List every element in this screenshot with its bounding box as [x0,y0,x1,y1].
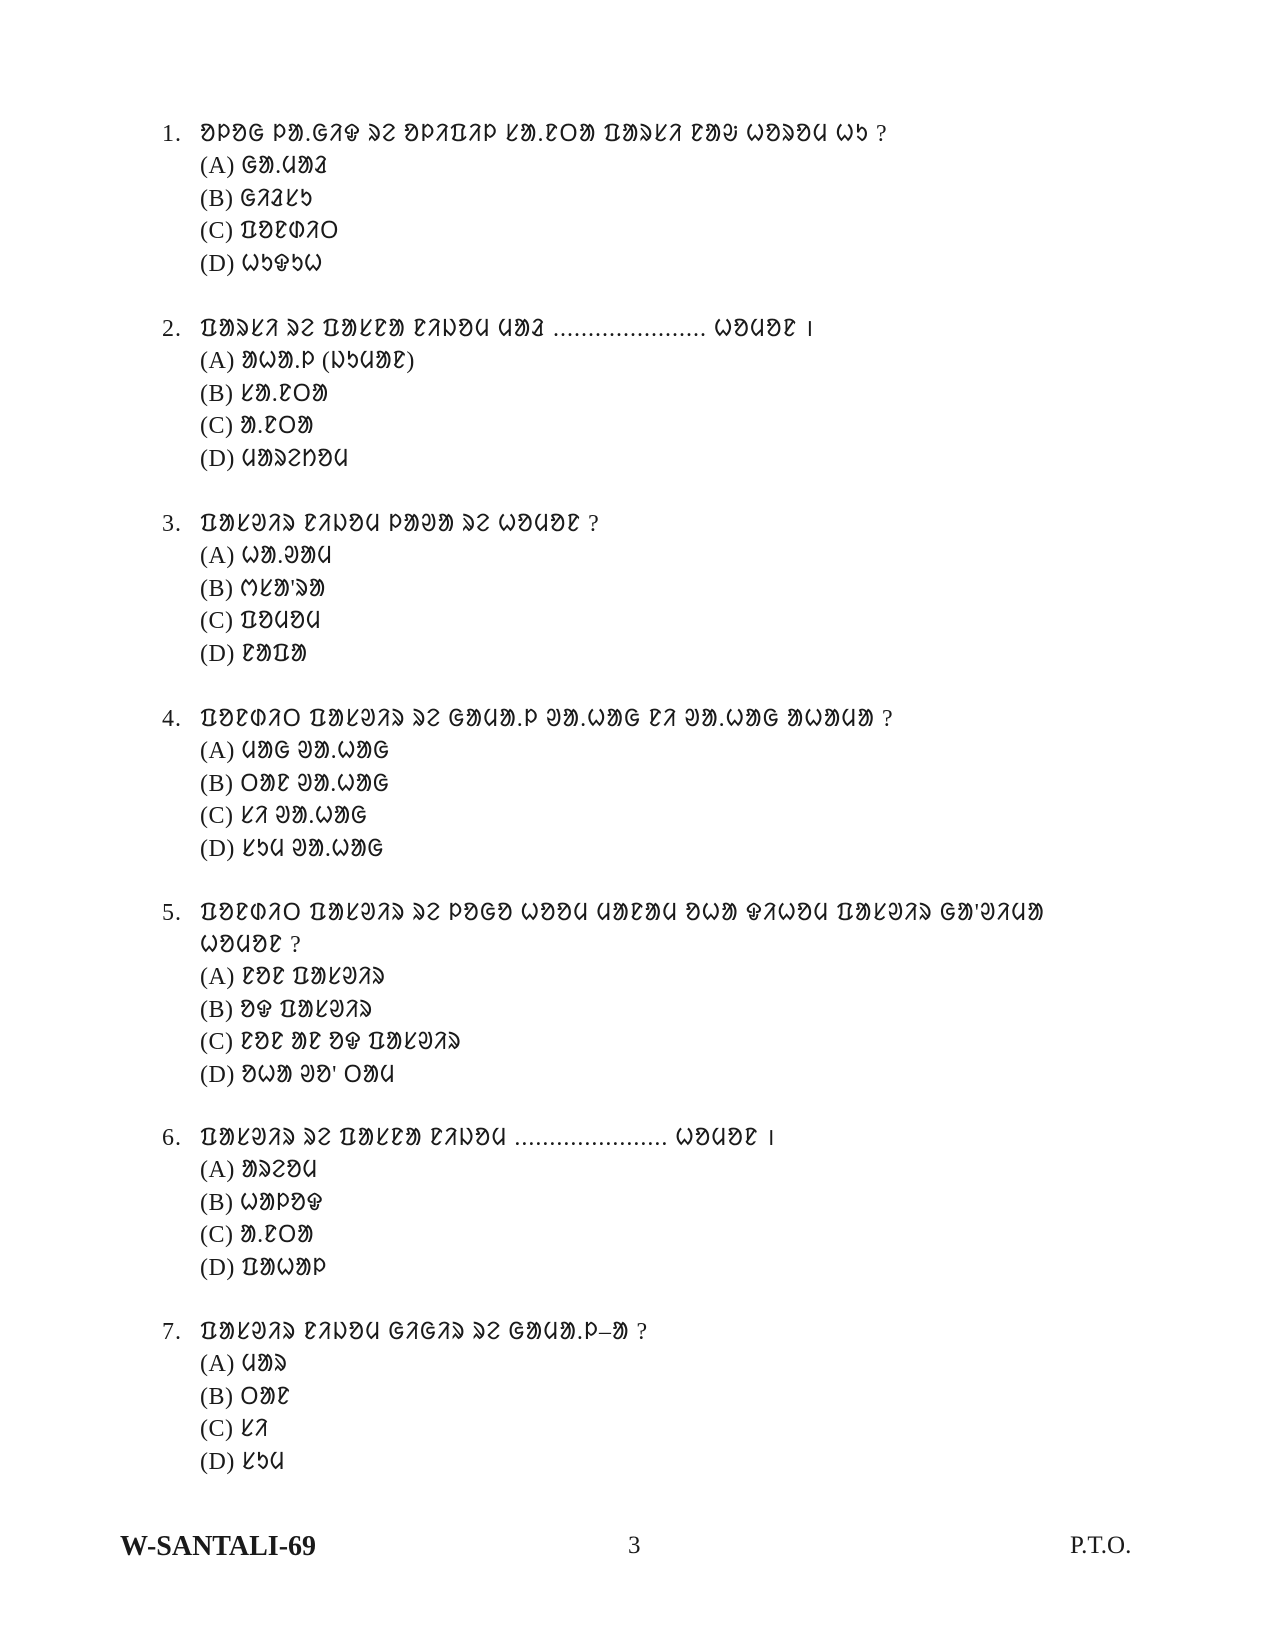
paper-code: W-SANTALI-69 [120,1531,317,1562]
option-c: (C) ᱟ.ᱱᱛᱟ [200,413,315,439]
option-d: (D) ᱯᱟᱦᱟᱞ [200,1254,327,1281]
option-b: (B) ᱥᱟ.ᱱᱛᱟ [200,380,329,407]
question-number: 1. [162,121,182,147]
option-a: (A) ᱟᱨᱮᱚᱢ [200,1157,318,1183]
option-b: (B) ᱚᱫ ᱯᱟᱥᱣᱤᱨ [200,996,373,1023]
option-a: (A) ᱦᱟ.ᱣᱟᱢ [200,543,333,569]
option-list [162,540,1062,670]
question-stem [162,313,1062,345]
question-stem [162,703,1062,735]
option-b: (B) ᱛᱟᱱ ᱣᱟ.ᱦᱟᱜ [200,770,390,797]
option-a: (A) ᱱᱚᱱ ᱯᱟᱥᱣᱤᱨ [200,964,386,990]
option-d: (D) ᱢᱟᱨᱮᱴᱚᱢ [200,445,350,472]
question-number: 2. [162,316,182,342]
option-b: (B) ᱬᱥᱟ'ᱨᱟ [200,575,326,602]
option-c: (C) ᱥᱤ ᱣᱟ.ᱦᱟᱜ [200,803,368,829]
question-5 [162,897,1062,1091]
question-text: ᱯᱚᱱᱰᱤᱛ ᱯᱟᱥᱣᱤᱨ ᱨᱮ ᱞᱚᱜᱚ ᱦᱚᱚᱢ ᱢᱟᱱᱟᱢ ᱚᱦᱟ ᱫᱤᱦᱚᱢ ᱯᱟᱥᱣᱤᱨ ᱜᱟ'ᱣᱤᱢᱟ ᱦᱚᱢᱚᱱ ? [200,900,1045,958]
question-3 [162,508,1062,670]
question-4 [162,703,1062,865]
question-text: ᱯᱟᱨᱥᱤ ᱨᱮ ᱯᱟᱥᱱᱟ ᱱᱤᱡᱚᱢ ᱢᱟᱲ ...................... ᱦᱚᱢᱚᱱ । [200,316,815,342]
option-a: (A) ᱢᱟᱜ ᱣᱟ.ᱦᱟᱜ [200,738,390,764]
option-c: (C) ᱯᱚᱢᱚᱢ [200,608,322,634]
option-d: (D) ᱚᱦᱟ ᱣᱚ' ᱛᱟᱢ [200,1061,396,1088]
option-a: (A) ᱢᱟᱨ [200,1351,288,1377]
question-stem [162,1316,1062,1348]
question-2 [162,313,1062,475]
question-stem [162,118,1062,150]
option-a: (A) ᱟᱦᱟ.ᱞ (ᱡᱩᱢᱟᱱ) [200,348,415,374]
option-list [162,1348,1062,1478]
question-number: 5. [162,900,182,926]
option-c: (C) ᱟ.ᱱᱛᱟ [200,1222,315,1248]
option-list [162,961,1062,1091]
option-b: (B) ᱜᱤᱲᱥᱩ [200,185,313,212]
option-b: (B) ᱛᱟᱱ [200,1383,291,1410]
option-d: (D) ᱥᱩᱢ ᱣᱟ.ᱦᱟᱜ [200,835,385,862]
please-turn-over: P.T.O. [1070,1532,1132,1559]
question-stem [162,897,1062,961]
question-text: ᱯᱟᱥᱣᱤᱨ ᱨᱮ ᱯᱟᱥᱱᱟ ᱱᱤᱡᱚᱢ ...................... ᱦᱚᱢᱚᱱ । [200,1125,776,1151]
question-stem [162,1122,1062,1154]
option-c: (C) ᱯᱚᱱᱰᱤᱛ [200,218,340,244]
option-list [162,1154,1062,1284]
option-list [162,150,1062,280]
question-number: 3. [162,511,182,537]
option-list [162,735,1062,865]
question-number: 7. [162,1319,182,1345]
page-number: 3 [628,1532,641,1559]
question-text: ᱯᱟᱥᱣᱤᱨ ᱱᱤᱡᱚᱢ ᱜᱤᱜᱤᱨ ᱨᱮ ᱜᱟᱢᱟ.ᱞ–ᱟ ? [200,1319,649,1345]
question-7 [162,1316,1062,1478]
option-list [162,345,1062,475]
option-d: (D) ᱥᱩᱢ [200,1448,286,1475]
option-d: (D) ᱦᱩᱫᱩᱦ [200,250,323,277]
option-d: (D) ᱱᱟᱯᱟ [200,640,308,667]
question-text: ᱯᱚᱱᱰᱤᱛ ᱯᱟᱥᱣᱤᱨ ᱨᱮ ᱜᱟᱢᱟ.ᱞ ᱣᱟ.ᱦᱟᱜ ᱱᱤ ᱣᱟ.ᱦᱟᱜ ᱟᱦᱟᱢᱟ ? [200,706,894,732]
option-a: (A) ᱜᱟ.ᱢᱟᱲ [200,153,329,179]
question-number: 4. [162,706,182,732]
question-text: ᱯᱟᱥᱣᱤᱨ ᱱᱤᱡᱚᱢ ᱞᱟᱣᱟ ᱨᱮ ᱦᱚᱢᱚᱱ ? [200,511,600,537]
option-c: (C) ᱱᱚᱱ ᱟᱱ ᱚᱫ ᱯᱟᱥᱣᱤᱨ [200,1029,462,1055]
question-1 [162,118,1062,280]
option-b: (B) ᱦᱟᱞᱚᱫ [200,1189,324,1216]
question-number: 6. [162,1125,182,1151]
question-stem [162,508,1062,540]
option-c: (C) ᱥᱤ [200,1416,269,1442]
question-text: ᱚᱞᱚᱜ ᱞᱟ.ᱜᱤᱫ ᱨᱮ ᱚᱞᱤᱯᱤᱞ ᱥᱟ.ᱱᱛᱟ ᱯᱟᱨᱥᱤ ᱱᱟᱶ ᱦᱚᱨᱚᱢ ᱦᱩ ? [200,121,888,147]
question-6 [162,1122,1062,1284]
